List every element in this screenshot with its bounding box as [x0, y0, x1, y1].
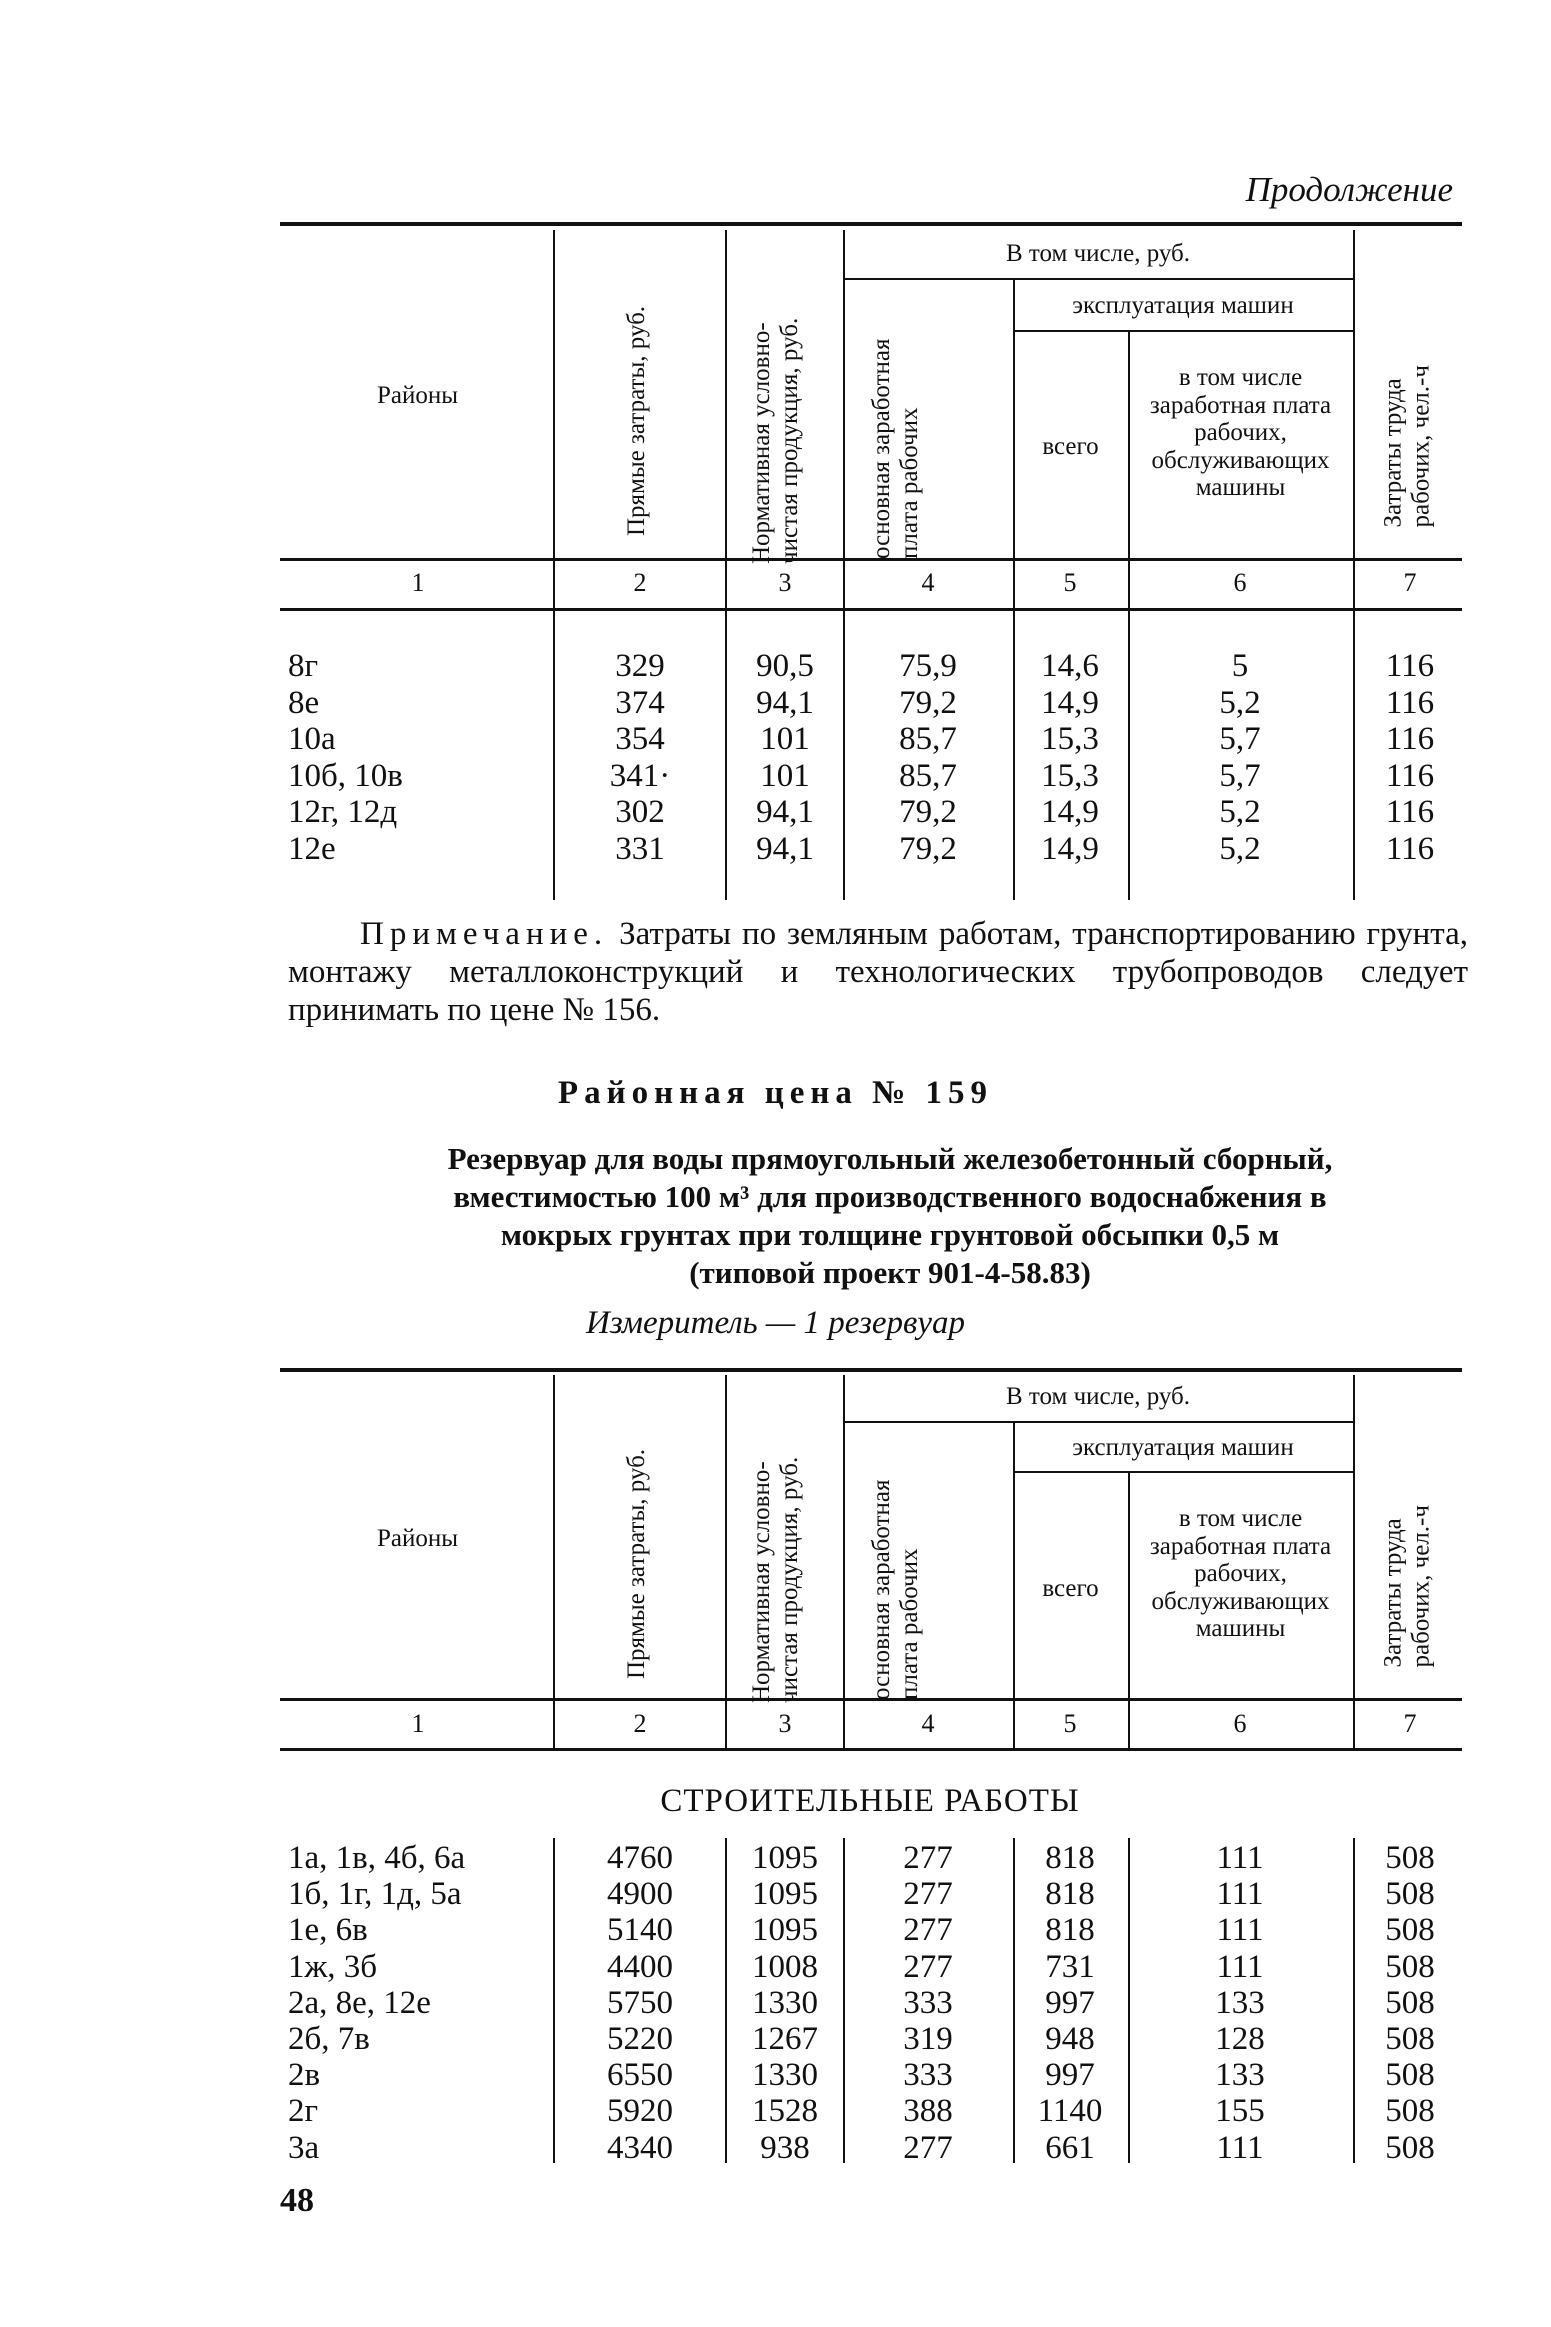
- column-number: 4: [921, 1709, 935, 1738]
- value-cell: 508: [1385, 2057, 1435, 2094]
- net-product-header: Нормативная условно-чистая продукция, руб.: [748, 1456, 803, 1703]
- value-cell: 5: [1231, 648, 1249, 684]
- regions-header: Районы: [376, 1525, 459, 1552]
- table2-divider: [725, 1375, 727, 1750]
- region-cell: 12е: [288, 830, 336, 867]
- value-cell: 1267: [752, 2021, 818, 2057]
- value-cell: 508: [1385, 2021, 1435, 2057]
- machine-operation-header: эксплуатация машин: [1072, 292, 1294, 319]
- value-cell: 15,3: [1041, 757, 1099, 794]
- table2-divider: [1353, 1375, 1355, 1750]
- value-cell: 333: [903, 1984, 953, 2021]
- table2-divider: [843, 1375, 845, 1750]
- table2-divider: [553, 1375, 555, 1750]
- region-cell: 8г: [288, 648, 319, 684]
- value-cell: 508: [1385, 2093, 1435, 2130]
- value-cell: 508: [1385, 1948, 1435, 1985]
- value-cell: 5,7: [1219, 721, 1261, 757]
- value-cell: 85,7: [899, 757, 957, 794]
- value-cell: 731: [1045, 1948, 1095, 1985]
- value-cell: 111: [1216, 1840, 1264, 1876]
- value-cell: 14,9: [1041, 794, 1099, 830]
- table2-including-rule: [843, 1421, 1353, 1423]
- column-number: 5: [1063, 568, 1077, 597]
- value-cell: 277: [903, 2129, 953, 2166]
- value-cell: 15,3: [1041, 721, 1099, 757]
- region-cell: 10б, 10в: [288, 757, 403, 794]
- value-cell: 508: [1385, 1876, 1435, 1913]
- region-cell: 1а, 1в, 4б, 6а: [288, 1840, 466, 1876]
- table2-divider: [1128, 1473, 1130, 1750]
- value-cell: 133: [1215, 1984, 1265, 2021]
- price-title: Районная цена № 159: [557, 1075, 994, 1111]
- value-cell: 5750: [607, 1984, 673, 2021]
- table2-top-rule: [280, 1368, 1462, 1372]
- value-cell: 5920: [607, 2093, 673, 2130]
- value-cell: 14,9: [1041, 684, 1099, 721]
- value-cell: 75,9: [899, 648, 957, 684]
- value-cell: 116: [1385, 794, 1435, 830]
- subtitle-line: мокрых грунтах при толщине грунтовой обсыпки 0,5 м: [500, 1217, 1280, 1252]
- note-label: Примечание.: [360, 916, 609, 952]
- price-subtitle: [300, 1140, 1480, 1292]
- value-cell: 155: [1215, 2093, 1265, 2130]
- table1-including-rule: [843, 278, 1353, 280]
- value-cell: 333: [903, 2057, 953, 2094]
- column-number: 3: [778, 568, 792, 597]
- value-cell: 4340: [607, 2129, 673, 2166]
- value-cell: 6550: [607, 2057, 673, 2094]
- machine-operation-header: эксплуатация машин: [1072, 1434, 1294, 1461]
- column-number: 4: [921, 568, 935, 597]
- value-cell: 508: [1385, 1984, 1435, 2021]
- value-cell: 94,1: [756, 830, 814, 867]
- value-cell: 14,9: [1041, 830, 1099, 867]
- total-header: всего: [1042, 433, 1099, 460]
- value-cell: 997: [1045, 2057, 1095, 2094]
- table1-colnum-bottom-rule: [280, 608, 1462, 611]
- value-cell: 5,2: [1219, 830, 1261, 867]
- value-cell: 14,6: [1041, 648, 1099, 684]
- value-cell: 341·: [609, 757, 671, 794]
- column-number: 5: [1063, 1709, 1077, 1738]
- value-cell: 319: [903, 2021, 953, 2057]
- value-cell: 277: [903, 1912, 953, 1949]
- value-cell: 79,2: [899, 684, 957, 721]
- value-cell: 4900: [607, 1876, 673, 1913]
- value-cell: 508: [1385, 2129, 1435, 2166]
- region-cell: 1ж, 3б: [288, 1948, 378, 1985]
- regions-header: Районы: [376, 382, 459, 409]
- value-cell: 116: [1385, 757, 1435, 794]
- direct-costs-header: Прямые затраты, руб.: [623, 1448, 650, 1679]
- region-cell: 2б, 7в: [288, 2021, 370, 2057]
- value-cell: 1528: [752, 2093, 818, 2130]
- value-cell: 90,5: [756, 648, 814, 684]
- value-cell: 1330: [752, 2057, 818, 2094]
- value-cell: 116: [1385, 721, 1435, 757]
- value-cell: 4760: [607, 1840, 673, 1876]
- basic-wages-header: основная заработная плата рабочих: [868, 1479, 923, 1700]
- value-cell: 5220: [607, 2021, 673, 2057]
- column-number: 2: [633, 1709, 647, 1738]
- value-cell: 277: [903, 1840, 953, 1876]
- value-cell: 111: [1216, 1948, 1264, 1985]
- value-cell: 329: [615, 648, 665, 684]
- region-cell: 12г, 12д: [288, 794, 398, 830]
- value-cell: 116: [1385, 648, 1435, 684]
- section-title: СТРОИТЕЛЬНЫЕ РАБОТЫ: [660, 1783, 1080, 1819]
- value-cell: 331: [615, 830, 665, 867]
- value-cell: 388: [903, 2093, 953, 2130]
- value-cell: 508: [1385, 1840, 1435, 1876]
- value-cell: 85,7: [899, 721, 957, 757]
- table1-top-rule: [280, 222, 1462, 226]
- labor-costs-header: Затраты труда рабочих, чел.-ч: [1379, 365, 1435, 528]
- value-cell: 5,2: [1219, 794, 1261, 830]
- value-cell: 5140: [607, 1912, 673, 1949]
- value-cell: 1095: [752, 1912, 818, 1949]
- value-cell: 818: [1045, 1912, 1095, 1949]
- value-cell: 948: [1045, 2021, 1095, 2057]
- including-header: В том числе, руб.: [1005, 1383, 1191, 1410]
- note-text: Затраты по земляным работам, транспортированию грунта, монтажу металлоконструкций и технологических трубопроводов следует принимать по цене № 156.: [288, 916, 1469, 1028]
- value-cell: 508: [1385, 1912, 1435, 1949]
- total-header: всего: [1042, 1575, 1099, 1602]
- measure-unit: Измеритель — 1 резервуар: [586, 1305, 965, 1341]
- value-cell: 661: [1045, 2129, 1095, 2166]
- value-cell: 101: [760, 757, 810, 794]
- table2-body-divider: [553, 1838, 555, 2163]
- value-cell: 111: [1216, 1912, 1264, 1949]
- region-cell: 2в: [288, 2057, 321, 2094]
- machinist-wages-header: в том числе заработная плата рабочих, обслуживающих машины: [1149, 1505, 1332, 1642]
- value-cell: 128: [1215, 2021, 1265, 2057]
- note-paragraph: [288, 915, 1468, 1029]
- column-number: 3: [778, 1709, 792, 1738]
- subtitle-line: (типовой проект 901-4-58.83): [689, 1255, 1091, 1290]
- value-cell: 4400: [607, 1948, 673, 1985]
- table1-machines-rule: [1013, 330, 1353, 332]
- value-cell: 116: [1385, 830, 1435, 867]
- value-cell: 5,2: [1219, 684, 1261, 721]
- machinist-wages-header: в том числе заработная плата рабочих, обслуживающих машины: [1149, 364, 1332, 501]
- value-cell: 111: [1216, 1876, 1264, 1913]
- value-cell: 1095: [752, 1876, 818, 1913]
- value-cell: 94,1: [756, 684, 814, 721]
- value-cell: 1095: [752, 1840, 818, 1876]
- value-cell: 101: [760, 721, 810, 757]
- table2-colnum-bottom-rule: [280, 1748, 1462, 1751]
- region-cell: 2а, 8е, 12е: [288, 1984, 431, 2021]
- direct-costs-header: Прямые затраты, руб.: [623, 305, 650, 536]
- table2-machines-rule: [1013, 1471, 1353, 1473]
- page-number: 48: [280, 2182, 314, 2219]
- value-cell: 277: [903, 1948, 953, 1985]
- value-cell: 133: [1215, 2057, 1265, 2094]
- value-cell: 94,1: [756, 794, 814, 830]
- subtitle-line: вместимостью 100 м³ для производственного водоснабжения в: [453, 1179, 1327, 1214]
- column-number: 7: [1403, 1709, 1417, 1738]
- region-cell: 3а: [288, 2129, 320, 2166]
- basic-wages-header: основная заработная плата рабочих: [868, 338, 923, 559]
- value-cell: 1140: [1037, 2093, 1103, 2130]
- subtitle-line: Резервуар для воды прямоугольный железобетонный сборный,: [447, 1141, 1333, 1176]
- value-cell: 116: [1385, 684, 1435, 721]
- value-cell: 1008: [752, 1948, 818, 1985]
- value-cell: 277: [903, 1876, 953, 1913]
- net-product-header: Нормативная условно-чистая продукция, руб.: [748, 317, 803, 564]
- value-cell: 5,7: [1219, 757, 1261, 794]
- region-cell: 2г: [288, 2093, 319, 2130]
- value-cell: 111: [1216, 2129, 1264, 2166]
- region-cell: 8е: [288, 684, 320, 721]
- column-number: 6: [1233, 568, 1247, 597]
- column-number: 6: [1233, 1709, 1247, 1738]
- region-cell: 10а: [288, 721, 336, 757]
- column-number: 7: [1403, 568, 1417, 597]
- column-number: 1: [411, 1709, 425, 1738]
- value-cell: 79,2: [899, 830, 957, 867]
- including-header: В том числе, руб.: [1005, 240, 1191, 267]
- region-cell: 1б, 1г, 1д, 5а: [288, 1876, 462, 1913]
- value-cell: 818: [1045, 1876, 1095, 1913]
- value-cell: 302: [615, 794, 665, 830]
- value-cell: 79,2: [899, 794, 957, 830]
- value-cell: 997: [1045, 1984, 1095, 2021]
- value-cell: 374: [615, 684, 665, 721]
- value-cell: 938: [760, 2129, 810, 2166]
- column-number: 2: [633, 568, 647, 597]
- table1-divider: [553, 230, 555, 900]
- region-cell: 1е, 6в: [288, 1912, 368, 1949]
- column-number: 1: [411, 568, 425, 597]
- labor-costs-header: Затраты труда рабочих, чел.-ч: [1379, 1505, 1435, 1668]
- continuation-label: Продолжение: [1245, 170, 1453, 209]
- value-cell: 354: [615, 721, 665, 757]
- value-cell: 1330: [752, 1984, 818, 2021]
- value-cell: 818: [1045, 1840, 1095, 1876]
